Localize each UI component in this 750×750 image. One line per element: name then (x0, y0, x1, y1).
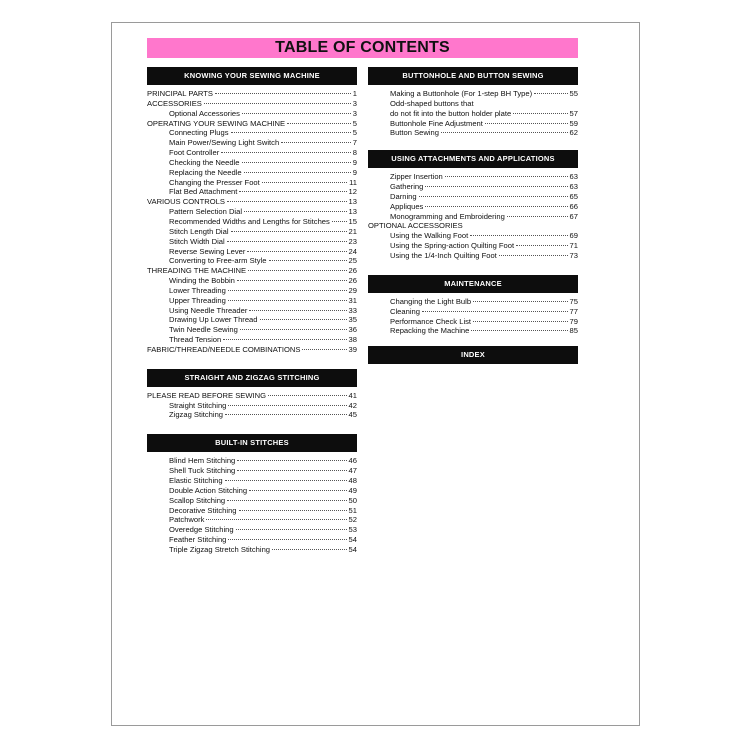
entry-title: Decorative Stitching (169, 505, 237, 515)
dot-leader (513, 113, 567, 114)
entry-page-number: 55 (569, 89, 578, 98)
toc-entry[interactable] (368, 182, 578, 192)
toc-entry[interactable] (147, 178, 357, 188)
entry-title: Repacking the Machine (390, 326, 470, 336)
dot-leader (227, 241, 347, 242)
dot-leader (248, 270, 347, 271)
entry-list (368, 293, 578, 336)
entry-title: Overedge Stitching (169, 525, 234, 535)
entry-page-number: 3 (352, 98, 357, 108)
entry-title: Making a Buttonhole (For 1-step BH Type) (390, 89, 533, 98)
entry-page-number: 62 (569, 128, 578, 138)
toc-entry[interactable] (368, 221, 578, 231)
entry-page-number: 59 (569, 118, 578, 128)
dot-leader (239, 191, 346, 192)
toc-section (368, 67, 578, 138)
section-header: KNOWING YOUR SEWING MACHINE (147, 67, 357, 85)
toc-section (147, 434, 357, 554)
dot-leader (228, 539, 346, 540)
entry-page-number: 54 (348, 544, 357, 554)
toc-section (147, 67, 357, 355)
dot-leader (534, 93, 567, 94)
entry-page-number: 31 (348, 295, 357, 305)
toc-entry[interactable] (147, 89, 357, 99)
toc-entry[interactable] (147, 515, 357, 525)
toc-section (368, 150, 578, 261)
entry-title: Drawing Up Lower Thread (169, 315, 258, 325)
toc-entry[interactable] (147, 168, 357, 178)
toc-entry[interactable] (368, 192, 578, 202)
dot-leader (223, 339, 346, 340)
page-title: TABLE OF CONTENTS (147, 38, 578, 58)
entry-title: Winding the Bobbin (169, 276, 235, 286)
dot-leader (206, 519, 346, 520)
entry-title: VARIOUS CONTROLS (147, 197, 225, 207)
toc-entry[interactable] (147, 391, 357, 401)
toc-entry[interactable] (368, 109, 578, 119)
dot-leader (244, 211, 347, 212)
toc-entry[interactable] (368, 212, 578, 222)
entry-page-number: 13 (348, 197, 357, 207)
entry-title: Using the Spring-action Quilting Foot (390, 241, 515, 251)
entry-title: Stitch Width Dial (169, 236, 225, 246)
entry-title: OPERATING YOUR SEWING MACHINE (147, 118, 286, 128)
entry-page-number: 71 (569, 241, 578, 251)
dot-leader (225, 480, 347, 481)
toc-entry[interactable] (368, 202, 578, 212)
toc-entry[interactable] (147, 227, 357, 237)
dot-leader (425, 186, 567, 187)
entry-page-number: 24 (348, 246, 357, 256)
section-header: BUILT-IN STITCHES (147, 434, 357, 452)
toc-section (147, 369, 357, 421)
toc-entry[interactable] (368, 297, 578, 307)
dot-leader (225, 414, 347, 415)
entry-page-number: 75 (569, 296, 578, 306)
dot-leader (215, 93, 351, 94)
toc-entry[interactable] (147, 345, 357, 355)
toc-entry[interactable] (147, 315, 357, 325)
toc-entry[interactable] (147, 496, 357, 506)
entry-page-number: 69 (569, 231, 578, 241)
entry-title: Using the Walking Foot (390, 231, 469, 241)
entry-page-number: 36 (348, 325, 357, 335)
toc-entry[interactable] (147, 486, 357, 496)
entry-title: Cleaning (390, 306, 420, 316)
dot-leader (237, 280, 347, 281)
entry-title: Odd-shaped buttons that (390, 98, 474, 108)
toc-entry[interactable] (147, 466, 357, 476)
entry-title: Upper Threading (169, 295, 226, 305)
dot-leader (269, 260, 347, 261)
entry-page-number: 25 (348, 256, 357, 266)
dot-leader (204, 103, 351, 104)
entry-page-number: 21 (348, 226, 357, 236)
dot-leader (231, 231, 347, 232)
toc-entry[interactable] (147, 325, 357, 335)
toc-entry[interactable] (147, 148, 357, 158)
entry-page-number: 33 (348, 305, 357, 315)
entry-title: Changing the Light Bulb (390, 296, 472, 306)
entry-page-number: 54 (348, 535, 357, 545)
entry-page-number: 51 (348, 505, 357, 515)
toc-entry[interactable] (147, 237, 357, 247)
entry-title: FABRIC/THREAD/NEEDLE COMBINATIONS (147, 344, 301, 354)
dot-leader (425, 206, 567, 207)
entry-page-number: 66 (569, 201, 578, 211)
toc-entry[interactable] (368, 317, 578, 327)
entry-page-number: 39 (348, 344, 357, 354)
toc-entry[interactable] (147, 401, 357, 411)
toc-entry[interactable] (147, 138, 357, 148)
dot-leader (242, 113, 351, 114)
entry-title: Foot Controller (169, 148, 220, 158)
toc-entry[interactable] (368, 119, 578, 129)
entry-title: Appliques (390, 201, 424, 211)
toc-left-column (147, 67, 357, 555)
entry-page-number: 46 (348, 456, 357, 466)
dot-leader (227, 201, 347, 202)
entry-title: Scallop Stitching (169, 495, 226, 505)
entry-page-number: 5 (352, 128, 357, 138)
entry-list (368, 168, 578, 261)
entry-page-number: 50 (348, 495, 357, 505)
entry-page-number: 47 (348, 466, 357, 476)
entry-title: Pattern Selection Dial (169, 207, 243, 217)
dot-leader (268, 395, 347, 396)
entry-title: Changing the Presser Foot (169, 177, 260, 187)
entry-page-number: 29 (348, 285, 357, 295)
entry-title: PLEASE READ BEFORE SEWING (147, 390, 266, 400)
dot-leader (228, 300, 347, 301)
dot-leader (236, 529, 347, 530)
dot-leader (471, 330, 567, 331)
dot-leader (242, 162, 351, 163)
dot-leader (231, 132, 351, 133)
entry-title: Using Needle Threader (169, 305, 248, 315)
entry-list (368, 85, 578, 138)
entry-page-number: 41 (348, 390, 357, 400)
section-header: BUTTONHOLE AND BUTTON SEWING (368, 67, 578, 85)
toc-entry[interactable] (368, 128, 578, 138)
dot-leader (244, 172, 351, 173)
toc-entry[interactable] (147, 296, 357, 306)
entry-title: Stitch Length Dial (169, 226, 229, 236)
entry-page-number: 15 (348, 216, 357, 226)
dot-leader (507, 216, 568, 217)
section-header: INDEX (368, 346, 578, 364)
toc-entry[interactable] (147, 119, 357, 129)
entry-title: Converting to Free-arm Style (169, 256, 267, 266)
toc-right-column (368, 67, 578, 364)
entry-title: Checking the Needle (169, 157, 240, 167)
dot-leader (228, 405, 346, 406)
entry-title: ACCESSORIES (147, 98, 202, 108)
toc-entry[interactable] (368, 251, 578, 261)
toc-entry[interactable] (147, 128, 357, 138)
toc-entry[interactable] (147, 456, 357, 466)
entry-page-number: 63 (569, 172, 578, 182)
entry-title: Double Action Stitching (169, 485, 248, 495)
toc-entry[interactable] (147, 545, 357, 555)
entry-page-number: 48 (348, 476, 357, 485)
entry-page-number: 1 (352, 89, 357, 98)
dot-leader (499, 255, 568, 256)
section-header: MAINTENANCE (368, 275, 578, 293)
entry-page-number: 53 (348, 525, 357, 535)
dot-leader (237, 470, 346, 471)
toc-entry[interactable] (147, 99, 357, 109)
toc-entry[interactable] (147, 410, 357, 420)
entry-title: Lower Threading (169, 285, 226, 295)
entry-title: Twin Needle Sewing (169, 325, 238, 335)
toc-entry[interactable] (147, 525, 357, 535)
toc-entry[interactable] (147, 266, 357, 276)
entry-title: Zigzag Stitching (169, 410, 224, 420)
entry-title: Triple Zigzag Stretch Stitching (169, 544, 271, 554)
toc-entry[interactable] (147, 207, 357, 217)
toc-entry[interactable] (368, 231, 578, 241)
entry-page-number: 42 (348, 400, 357, 410)
toc-entry[interactable] (147, 109, 357, 119)
entry-title: Optional Accessories (169, 108, 240, 118)
entry-page-number: 79 (569, 316, 578, 326)
entry-page-number: 8 (352, 148, 357, 158)
entry-title: Darning (390, 191, 417, 201)
entry-title: Blind Hem Stitching (169, 456, 236, 466)
toc-entry[interactable] (147, 256, 357, 266)
entry-title: Shell Tuck Stitching (169, 466, 236, 476)
dot-leader (260, 319, 347, 320)
entry-page-number: 52 (348, 515, 357, 525)
toc-entry[interactable] (147, 187, 357, 197)
entry-page-number: 23 (348, 236, 357, 246)
entry-title: Zipper Insertion (390, 172, 443, 182)
entry-page-number: 35 (348, 315, 357, 325)
section-header: USING ATTACHMENTS AND APPLICATIONS (368, 150, 578, 168)
dot-leader (249, 490, 346, 491)
dot-leader (473, 321, 568, 322)
entry-title: Using the 1/4-Inch Quilting Foot (390, 250, 497, 260)
dot-leader (272, 549, 347, 550)
entry-title: Flat Bed Attachment (169, 187, 238, 197)
entry-title: PRINCIPAL PARTS (147, 89, 213, 98)
entry-page-number: 9 (352, 157, 357, 167)
entry-title: Patchwork (169, 515, 205, 525)
toc-entry[interactable] (147, 335, 357, 345)
dot-leader (247, 251, 346, 252)
entry-list (147, 387, 357, 421)
dot-leader (422, 311, 568, 312)
toc-entry[interactable] (147, 217, 357, 227)
dot-leader (473, 301, 567, 302)
dot-leader (516, 245, 567, 246)
toc-entry[interactable] (147, 535, 357, 545)
entry-page-number: 38 (348, 335, 357, 345)
entry-title: Main Power/Sewing Light Switch (169, 138, 280, 148)
entry-title: THREADING THE MACHINE (147, 266, 247, 276)
entry-title: Connecting Plugs (169, 128, 229, 138)
entry-title: Straight Stitching (169, 400, 227, 410)
entry-title: Thread Tension (169, 335, 222, 345)
entry-title: OPTIONAL ACCESSORIES (368, 221, 463, 231)
entry-page-number: 63 (569, 182, 578, 192)
toc-entry[interactable] (368, 326, 578, 336)
dot-leader (419, 196, 568, 197)
dot-leader (227, 500, 346, 501)
entry-title: Replacing the Needle (169, 167, 242, 177)
entry-title: Elastic Stitching (169, 476, 223, 485)
entry-page-number: 45 (348, 410, 357, 420)
dot-leader (445, 176, 568, 177)
entry-page-number: 5 (352, 118, 357, 128)
dot-leader (485, 123, 568, 124)
entry-page-number: 67 (569, 211, 578, 221)
entry-page-number: 11 (349, 177, 357, 187)
entry-page-number: 12 (348, 187, 357, 197)
dot-leader (262, 182, 347, 183)
dot-leader (332, 221, 347, 222)
entry-page-number: 57 (569, 108, 578, 118)
toc-entry[interactable] (368, 241, 578, 251)
entry-page-number: 26 (348, 276, 357, 286)
toc-entry[interactable] (368, 172, 578, 182)
dot-leader (228, 290, 347, 291)
entry-list (147, 85, 357, 355)
entry-page-number: 73 (569, 250, 578, 260)
toc-entry[interactable] (147, 286, 357, 296)
dot-leader (281, 142, 351, 143)
toc-entry[interactable] (147, 158, 357, 168)
entry-page-number: 85 (569, 326, 578, 336)
entry-page-number: 3 (352, 108, 357, 118)
toc-entry[interactable] (147, 476, 357, 486)
section-header: STRAIGHT AND ZIGZAG STITCHING (147, 369, 357, 387)
entry-title: Performance Check List (390, 316, 472, 326)
entry-page-number: 13 (348, 207, 357, 217)
toc-entry[interactable] (147, 306, 357, 316)
entry-page-number: 65 (569, 191, 578, 201)
entry-list (147, 452, 357, 554)
toc-entry[interactable] (147, 506, 357, 516)
toc-section (368, 275, 578, 336)
dot-leader (302, 349, 346, 350)
toc-entry[interactable] (368, 89, 578, 99)
toc-entry[interactable] (147, 247, 357, 257)
toc-entry[interactable] (147, 197, 357, 207)
entry-title: Buttonhole Fine Adjustment (390, 118, 483, 128)
dot-leader (221, 152, 351, 153)
dot-leader (237, 460, 346, 461)
dot-leader (239, 510, 347, 511)
entry-title: Gathering (390, 182, 424, 192)
entry-page-number: 49 (348, 485, 357, 495)
dot-leader (249, 310, 346, 311)
toc-entry[interactable] (368, 99, 578, 109)
dot-leader (441, 132, 568, 133)
entry-page-number: 26 (348, 266, 357, 276)
entry-title: Feather Stitching (169, 535, 227, 545)
entry-title: Button Sewing (390, 128, 439, 138)
entry-title: do not fit into the button holder plate (390, 108, 512, 118)
dot-leader (240, 329, 347, 330)
entry-title: Recommended Widths and Lengths for Stitches (169, 216, 330, 226)
entry-page-number: 7 (352, 138, 357, 148)
entry-title: Monogramming and Embroidering (390, 211, 505, 221)
entry-page-number: 77 (569, 306, 578, 316)
toc-entry[interactable] (147, 276, 357, 286)
entry-page-number: 9 (352, 167, 357, 177)
dot-leader (287, 123, 351, 124)
toc-entry[interactable] (368, 307, 578, 317)
dot-leader (470, 235, 567, 236)
toc-section (368, 346, 578, 364)
entry-title: Reverse Sewing Lever (169, 246, 246, 256)
